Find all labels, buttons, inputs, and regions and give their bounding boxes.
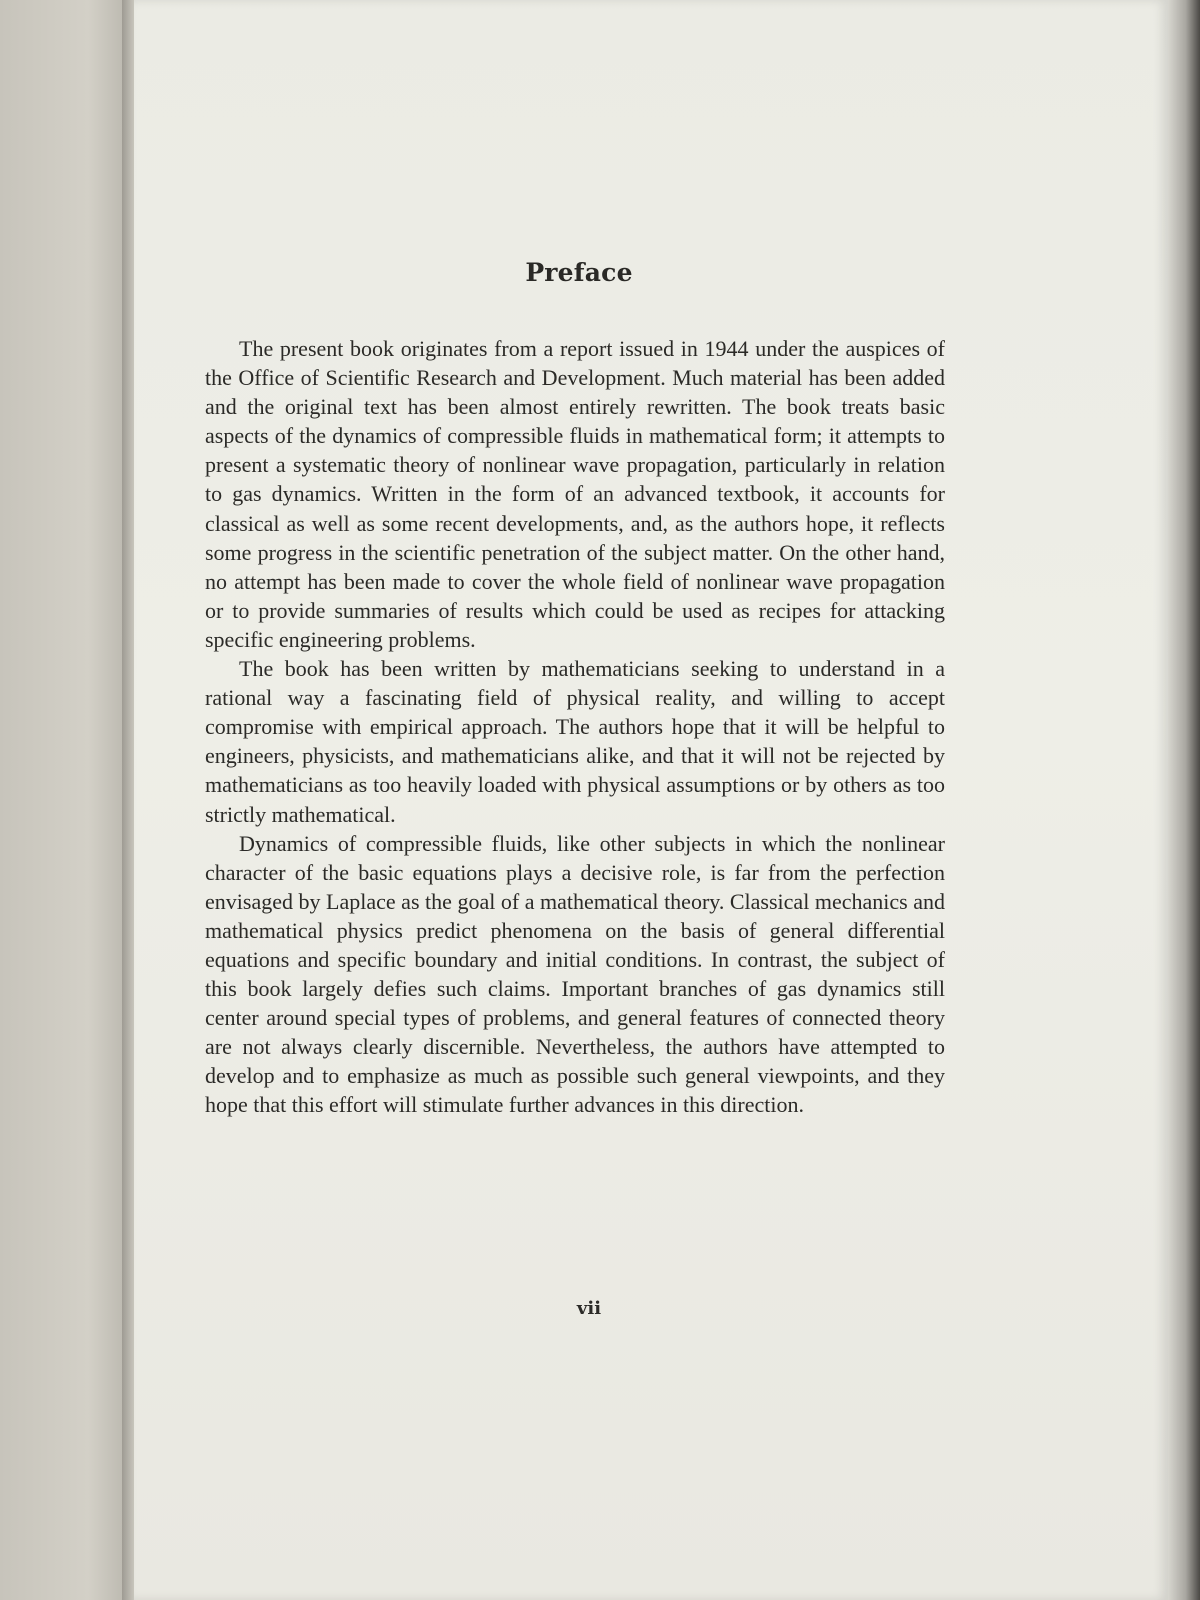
paragraph-3: Dynamics of compressible fluids, like other subjects in which the nonlinear character of the basic equations plays a decisive role, is far from the perfection envisaged by Laplace as the goal of a mathematical theory. Classical mechanics and mathematical physics predict phenomena on the basis of general differential equations and specific boundary and initial conditions. In contrast, the subject of this book largely defies such claims. Important branches of gas dynamics still center around special types of problems, and general features of connected theory are not always clearly discernible. Nevertheless, the authors have attempted to develop and to emphasize as much as possible such general viewpoints, and they hope that this effort will stimulate further advances in this direction. [205, 830, 945, 1118]
page-number: vii [576, 1298, 602, 1319]
paragraph-2: The book has been written by mathematicians seeking to understand in a rational way a fascinating field of physical reality, and willing to accept compromise with empirical approach. The authors hope that it will be helpful to engineers, physicists, and mathematicians alike, and that it will not be rejected by mathematicians as too heavily loaded with physical assumptions or by others as too strictly mathematical. [205, 656, 945, 827]
preface-body [205, 334, 945, 1120]
chapter-title: Preface [525, 258, 633, 287]
paragraph-1: The present book originates from a report issued in 1944 under the auspices of the Office of Scientific Research and Development. Much material has been added and the original text has been almost entirely rewritten. The book treats basic aspects of the dynamics of compressible fluids in mathematical form; it attempts to present a systematic theory of nonlinear wave propagation, particularly in relation to gas dynamics. Written in the form of an advanced textbook, it accounts for classical as well as some recent developments, and, as the authors hope, it reflects some progress in the scientific penetration of the subject matter. On the other hand, no attempt has been made to cover the whole field of nonlinear wave propagation or to provide summaries of results which could be used as recipes for attacking specific engineering problems. [205, 336, 945, 652]
facing-page [0, 0, 126, 1600]
page-edge [1168, 0, 1200, 1600]
